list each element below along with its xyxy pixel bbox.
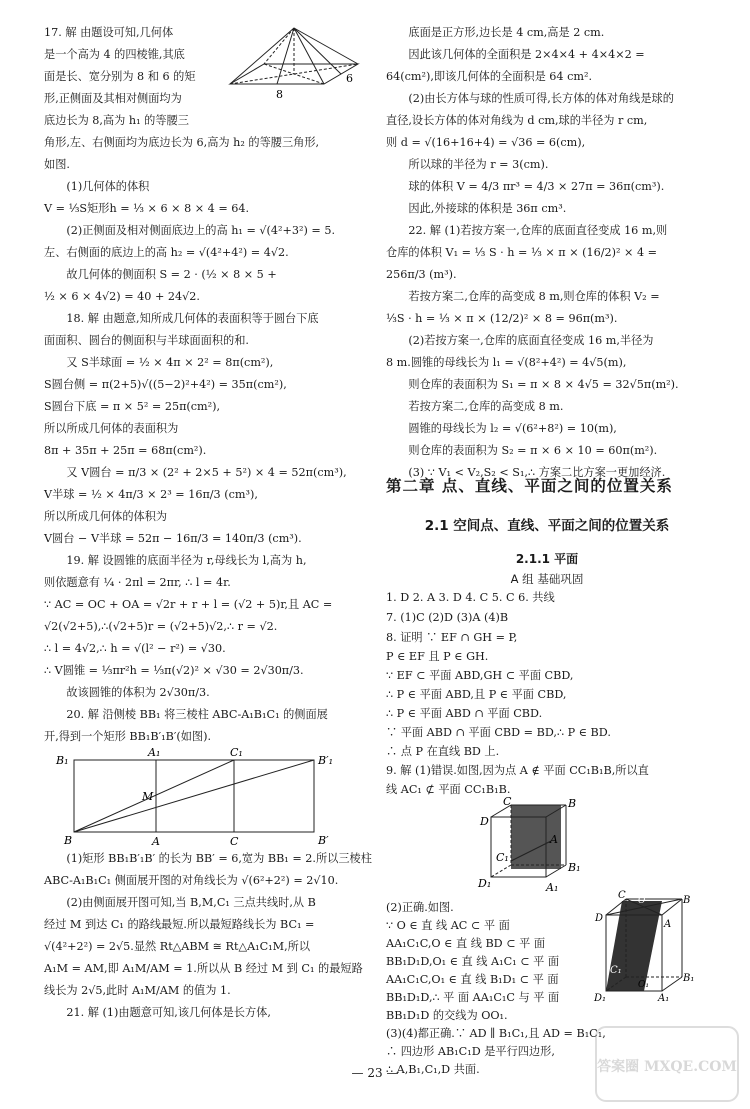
right-column-bottom bbox=[386, 548, 708, 1079]
q21-block bbox=[44, 1002, 366, 1024]
q9b-line: ∴ A,B₁,C₁,D 共面. bbox=[386, 1063, 480, 1076]
cube2-label-A: A bbox=[664, 919, 672, 930]
q22-line: 若按方案二,仓库的高变成 8 m. bbox=[408, 400, 564, 413]
q9b-line: BB₁D₁D,O₁ ∈ 直 线 A₁C₁ ⊂ 平 面 bbox=[386, 955, 560, 968]
q21-cont-line: 底面是正方形,边长是 4 cm,高是 2 cm. bbox=[408, 26, 605, 39]
q18-block bbox=[44, 308, 366, 550]
group-title: A 组 基础巩固 bbox=[510, 572, 584, 586]
q20-block bbox=[44, 704, 372, 1002]
q17-line: 是一个高为 4 的四棱锥,其底 bbox=[44, 48, 185, 61]
q20-line: ABC-A₁B₁C₁ 侧面展开图的对角线长为 √(6²+2²) = 2√10. bbox=[44, 874, 339, 887]
q17-line: 左、右侧面的底边上的高 h₂ = √(4²+4²) = 4√2. bbox=[44, 246, 289, 259]
q21-cont-line: (2)由长方体与球的性质可得,长方体的体对角线是球的 bbox=[408, 92, 674, 105]
chapter-title: 第二章 点、直线、平面之间的位置关系 bbox=[386, 477, 673, 495]
cube1-label-A1: A₁ bbox=[546, 881, 559, 894]
q17-line: V = ⅓S矩形h = ⅓ × 6 × 8 × 4 = 64. bbox=[44, 202, 250, 215]
q20-line: 线长为 2√5,此时 A₁M/AM 的值为 1. bbox=[44, 984, 231, 997]
q20-line: (2)由侧面展开图可知,当 B,M,C₁ 三点共线时,从 B bbox=[66, 896, 316, 909]
q22-line: 则仓库的表面积为 S₁ = π × 8 × 4√5 = 32√5π(m²). bbox=[408, 378, 679, 391]
cube1-label-A: A bbox=[550, 833, 558, 846]
q9b-line: (3)(4)都正确.∵ AD ∥ B₁C₁,且 AD = B₁C₁, bbox=[386, 1027, 606, 1040]
q21-cont-line: 因此,外接球的体积是 36π cm³. bbox=[408, 202, 567, 215]
q9b-line: BB₁D₁D 的交线为 OO₁. bbox=[386, 1009, 508, 1022]
q18-line: 所以所成几何体的体积为 bbox=[44, 510, 168, 523]
q18-line: S圆台下底 = π × 5² = 25π(cm²), bbox=[44, 400, 221, 413]
q21-cont-line: 直径,设长方体的体对角线为 d cm,球的半径为 r cm, bbox=[386, 114, 648, 127]
q17-line: 如图. bbox=[44, 158, 70, 171]
label-C: C bbox=[230, 835, 239, 848]
page-number: — 23 — bbox=[351, 1066, 399, 1080]
cube2-label-A1: A₁ bbox=[658, 993, 670, 1004]
q21-cont-line: 则 d = √(16+16+4) = √36 = 6(cm), bbox=[386, 136, 586, 149]
subsection-title: 2.1.1 平面 bbox=[515, 552, 579, 566]
q17-block bbox=[44, 22, 366, 308]
cube2-label-O1: O₁ bbox=[638, 980, 649, 990]
q8-line: ∴ P ∈ 平面 ABD,且 P ∈ 平面 CBD, bbox=[386, 688, 567, 701]
cube-figure-2 bbox=[592, 890, 695, 1004]
q18-line: 8π + 35π + 25π = 68π(cm²). bbox=[44, 444, 207, 457]
q17-line: 角形,左、右侧面均为底边长为 6,高为 h₂ 的等腰三角形, bbox=[44, 136, 320, 149]
q17-line: 故几何体的侧面积 S = 2 · (½ × 8 × 5 + bbox=[66, 268, 277, 281]
q17-line: 17. 解 由题设可知,几何体 bbox=[44, 26, 174, 39]
cube2-label-O: O bbox=[638, 896, 646, 906]
label-A1: A₁ bbox=[148, 746, 161, 759]
label-B1: B₁ bbox=[56, 754, 69, 767]
q8-line: P ∈ EF 且 P ∈ GH. bbox=[386, 650, 489, 663]
q18-line: S圆台侧 = π(2+5)√((5−2)²+4²) = 35π(cm²), bbox=[44, 378, 287, 391]
label-A: A bbox=[152, 835, 160, 848]
q18-line: 面面积、圆台的侧面积与半球面面积的和. bbox=[44, 334, 249, 347]
cube2-label-C1: C₁ bbox=[610, 965, 622, 976]
q22-line: (3) ∵ V₁ < V₂,S₂ < S₁,∴ 方案二比方案一更加经济. bbox=[408, 466, 666, 479]
q20-line: A₁M = AM,即 A₁M/AM = 1.所以从 B 经过 M 到 C₁ 的最短路 bbox=[44, 962, 363, 975]
q20-line: 经过 M 到达 C₁ 的路线最短.所以最短路线长为 BC₁ = bbox=[44, 918, 315, 931]
cube2-label-B: B bbox=[683, 895, 691, 906]
cube1-label-C1: C₁ bbox=[496, 851, 509, 864]
q22-line: 256π/3 (m³). bbox=[386, 268, 457, 281]
q8-line: ∵ EF ⊂ 平面 ABD,GH ⊂ 平面 CBD, bbox=[386, 669, 574, 682]
cube-figure-1 bbox=[386, 795, 708, 899]
watermark-logo bbox=[592, 1023, 742, 1105]
left-column bbox=[44, 22, 372, 1024]
q18-line: 又 V圆台 = π/3 × (2² + 2×5 + 5²) × 4 = 52π(cm³), bbox=[66, 466, 347, 479]
q18-line: V圆台 − V半球 = 52π − 16π/3 = 140π/3 (cm³). bbox=[44, 532, 302, 545]
right-column-top bbox=[386, 22, 708, 484]
q18-line: 所以所成几何体的表面积为 bbox=[44, 422, 179, 435]
q21-cont-line: 因此该几何体的全面积是 2×4×4 + 4×4×2 = bbox=[408, 48, 645, 61]
label-B-prime: B′ bbox=[318, 834, 329, 847]
cube2-label-D: D bbox=[595, 913, 604, 924]
q17-line: 面是长、宽分别为 8 和 6 的矩 bbox=[44, 70, 196, 83]
cube1-label-D: D bbox=[480, 815, 489, 828]
prism-unfolded-figure bbox=[44, 748, 366, 848]
cube2-label-B1: B₁ bbox=[683, 973, 695, 984]
q20-line: 开,得到一个矩形 BB₁B′₁B′(如图). bbox=[44, 730, 212, 743]
q19-line: 则依题意有 ¼ · 2πl = 2πr, ∴ l = 4r. bbox=[44, 576, 231, 589]
q9b-line: ∴ 四边形 AB₁C₁D 是平行四边形, bbox=[386, 1045, 555, 1058]
q18-line: 又 S半球面 = ½ × 4π × 2² = 8π(cm²), bbox=[66, 356, 274, 369]
q9-line: 线 AC₁ ⊄ 平面 CC₁B₁B. bbox=[386, 783, 511, 796]
q18-line: V半球 = ½ × 4π/3 × 2³ = 16π/3 (cm³), bbox=[44, 488, 258, 501]
label-C1: C₁ bbox=[230, 746, 243, 759]
cube2-label-D1: D₁ bbox=[594, 993, 607, 1004]
q22-line: 圆锥的母线长为 l₂ = √(6²+8²) = 10(m), bbox=[408, 422, 617, 435]
q8-line: ∴ P ∈ 平面 ABD ∩ 平面 CBD. bbox=[386, 707, 543, 720]
q22-line: 仓库的体积 V₁ = ⅓ S · h = ⅓ × π × (16/2)² × 4 = bbox=[386, 246, 658, 259]
q20-line: 20. 解 沿侧棱 BB₁ 将三棱柱 ABC-A₁B₁C₁ 的侧面展 bbox=[66, 708, 328, 721]
label-B1-prime: B′₁ bbox=[318, 754, 333, 767]
q21-cont-line: 球的体积 V = 4/3 πr³ = 4/3 × 27π = 36π(cm³). bbox=[408, 180, 665, 193]
q21-cont-line: 64(cm²),即该几何体的全面积是 64 cm². bbox=[386, 70, 593, 83]
q22-line: 8 m.圆锥的母线长为 l₁ = √(8²+4²) = 4√5(m), bbox=[386, 356, 627, 369]
q20-line: √(4²+2²) = 2√5.显然 Rt△ABM ≅ Rt△A₁C₁M,所以 bbox=[44, 940, 311, 953]
q22-line: ⅓S · h = ⅓ × π × (12/2)² × 8 = 96π(m³). bbox=[386, 312, 618, 325]
q17-line: 形,正侧面及其相对侧面均为 bbox=[44, 92, 182, 105]
answer-line: 1. D 2. A 3. D 4. C 5. C 6. 共线 bbox=[386, 591, 555, 604]
q22-line: (2)若按方案一,仓库的底面直径变成 16 m,半径为 bbox=[408, 334, 654, 347]
cube2-label-C: C bbox=[618, 890, 626, 901]
q19-line: ∵ AC = OC + OA = √2r + r + l = (√2 + 5)r,且 AC = bbox=[44, 598, 333, 611]
q22-line: 若按方案二,仓库的高变成 8 m,则仓库的体积 V₂ = bbox=[408, 290, 660, 303]
q17-line: ½ × 6 × 4√2) = 40 + 24√2. bbox=[44, 290, 200, 303]
q17-line: 底边长为 8,高为 h₁ 的等腰三 bbox=[44, 114, 189, 127]
q17-line: (1)几何体的体积 bbox=[66, 180, 150, 193]
q8-line: ∴ 点 P 在直线 BD 上. bbox=[386, 745, 500, 758]
q9-line: 9. 解 (1)错误.如图,因为点 A ∉ 平面 CC₁B₁B,所以直 bbox=[386, 764, 649, 777]
q18-line: 18. 解 由题意,知所成几何体的表面积等于圆台下底 bbox=[66, 312, 319, 325]
section-title: 2.1 空间点、直线、平面之间的位置关系 bbox=[424, 518, 670, 534]
cube1-label-D1: D₁ bbox=[478, 877, 492, 890]
pyramid-label-6: 6 bbox=[346, 72, 353, 85]
q19-line: ∴ l = 4√2,∴ h = √(l² − r²) = √30. bbox=[44, 642, 226, 655]
q19-line: √2(√2+5),∴(√2+5)r = (√2+5)√2,∴ r = √2. bbox=[44, 620, 278, 633]
label-M: M bbox=[142, 790, 154, 803]
q21-line: 21. 解 (1)由题意可知,该几何体是长方体, bbox=[66, 1006, 271, 1019]
q8-line: ∵ 平面 ABD ∩ 平面 CBD = BD,∴ P ∈ BD. bbox=[386, 726, 611, 739]
q20-line: (1)矩形 BB₁B′₁B′ 的长为 BB′ = 6,宽为 BB₁ = 2.所以三棱柱 bbox=[66, 852, 372, 865]
q19-line: 19. 解 设圆锥的底面半径为 r,母线长为 l,高为 h, bbox=[66, 554, 307, 567]
pyramid-label-8: 8 bbox=[276, 88, 283, 101]
answer-line: 7. (1)C (2)D (3)A (4)B bbox=[386, 611, 509, 624]
watermark-text: 答案圈 MXQE.COM bbox=[597, 1059, 737, 1075]
cube1-label-B1: B₁ bbox=[568, 861, 581, 874]
q21-cont-line: 所以球的半径为 r = 3(cm). bbox=[408, 158, 549, 171]
label-B: B bbox=[64, 834, 73, 847]
cube1-label-C: C bbox=[503, 795, 512, 808]
pyramid-figure bbox=[224, 26, 364, 101]
q19-line: ∴ V圆锥 = ⅓πr²h = ⅓π(√2)² × √30 = 2√30π/3. bbox=[44, 664, 304, 677]
q9b-line: AA₁C₁C,O ∈ 直 线 BD ⊂ 平 面 bbox=[386, 937, 546, 950]
q9b-line: AA₁C₁C,O₁ ∈ 直 线 B₁D₁ ⊂ 平 面 bbox=[386, 973, 559, 986]
q8-line: 8. 证明 ∵ EF ∩ GH = P, bbox=[386, 631, 518, 644]
q22-line: 则仓库的表面积为 S₂ = π × 6 × 10 = 60π(m²). bbox=[408, 444, 658, 457]
q19-line: 故该圆锥的体积为 2√30π/3. bbox=[66, 686, 210, 699]
q22-line: 22. 解 (1)若按方案一,仓库的底面直径变成 16 m,则 bbox=[408, 224, 668, 237]
q19-block bbox=[44, 550, 366, 704]
q17-line: (2)正侧面及相对侧面底边上的高 h₁ = √(4²+3²) = 5. bbox=[66, 224, 336, 237]
q9b-line: ∵ O ∈ 直 线 AC ⊂ 平 面 bbox=[386, 919, 510, 932]
q9b-line: BB₁D₁D,∴ 平 面 AA₁C₁C 与 平 面 bbox=[386, 991, 560, 1004]
q9b-line: (2)正确.如图. bbox=[386, 901, 454, 914]
cube1-label-B: B bbox=[568, 797, 577, 810]
